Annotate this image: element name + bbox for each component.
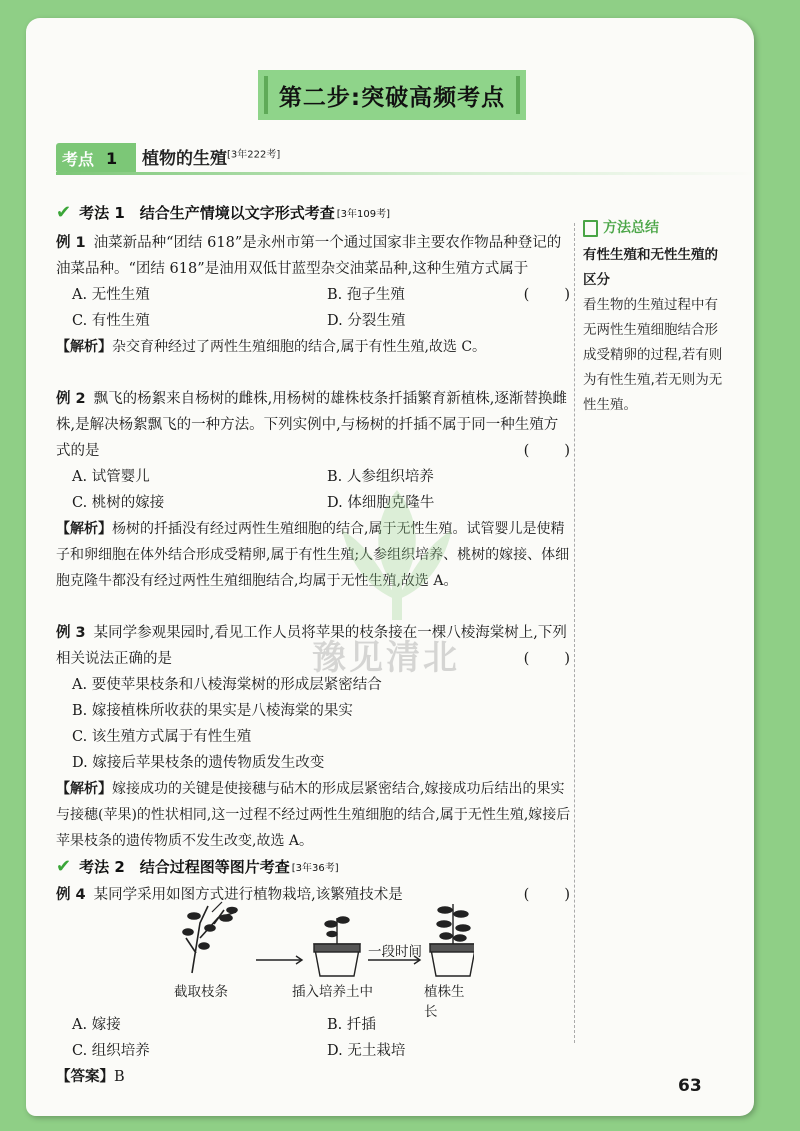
analysis-text: 杨树的扦插没有经过两性生殖细胞的结合,属于无性生殖。试管婴儿是使精子和卵细胞在体外结合形成受精卵,属于有性生殖;人参组织培养、桃树的嫁接、体细胞克隆牛都没有经过两性生殖细胞结合,均属于无性生殖,故选 A。 bbox=[56, 521, 570, 589]
answer-blank: ( ) bbox=[523, 443, 572, 459]
watermark bbox=[312, 480, 482, 690]
example-1-analysis bbox=[56, 334, 572, 360]
option-c: C. 有性生殖 bbox=[72, 313, 150, 329]
check-icon: ✔ bbox=[56, 856, 72, 877]
example-4-options bbox=[56, 1012, 572, 1064]
example-1 bbox=[56, 230, 572, 360]
analysis-label: 【解析】 bbox=[56, 781, 112, 797]
kaodian-title bbox=[142, 144, 280, 169]
example-4-label: 例 4 bbox=[56, 887, 86, 903]
option-b: B. 人参组织培养 bbox=[327, 469, 434, 485]
figure-label-cut: 截取枝条 bbox=[174, 984, 228, 1000]
figure-label-grow: 植株生长 bbox=[424, 984, 465, 1020]
example-2-stem bbox=[56, 386, 572, 464]
example-3-analysis bbox=[56, 776, 572, 854]
arrow-icon bbox=[256, 956, 302, 964]
option-d: D. 体细胞克隆牛 bbox=[327, 495, 435, 511]
option-a: A. 无性生殖 bbox=[72, 287, 150, 303]
answer-blank: ( ) bbox=[523, 651, 572, 667]
example-3-text: 某同学参观果园时,看见工作人员将苹果的枝条接在一棵八棱海棠树上,下列相关说法正确的是 bbox=[56, 625, 567, 667]
example-4-text: 某同学采用如图方式进行植物栽培,该繁殖技术是 bbox=[93, 887, 403, 903]
method-summary-sidebar bbox=[583, 216, 723, 418]
kaodian-underline bbox=[56, 172, 754, 175]
check-icon: ✔ bbox=[56, 202, 72, 223]
example-1-text: 油菜新品种“团结 618”是永州市第一个通过国家非主要农作物品种登记的油菜品种。“团结 618”是油用双低甘蓝型杂交油菜品种,这种生殖方式属于 bbox=[56, 235, 562, 277]
option-d: D. 无土栽培 bbox=[327, 1043, 406, 1059]
sidebar-subtitle: 有性生殖和无性生殖的区分 bbox=[583, 247, 718, 288]
option-a: A. 要使苹果枝条和八棱海棠树的形成层紧密结合 bbox=[72, 677, 382, 693]
example-2-label: 例 2 bbox=[56, 391, 86, 407]
analysis-text: 杂交育种经过了两性生殖细胞的结合,属于有性生殖,故选 C。 bbox=[112, 339, 487, 355]
method-1-note: [3年109考] bbox=[336, 209, 391, 220]
option-a: A. 嫁接 bbox=[72, 1017, 121, 1033]
page bbox=[26, 18, 754, 1116]
figure-label-insert: 插入培养土中 bbox=[292, 984, 373, 1000]
branch-icon bbox=[183, 906, 237, 973]
option-b: B. 嫁接植株所收获的果实是八棱海棠的果实 bbox=[72, 703, 353, 719]
analysis-label: 【解析】 bbox=[56, 521, 112, 537]
answer-label: 【答案】 bbox=[56, 1069, 114, 1085]
section-title: 第二步:突破高频考点 bbox=[278, 84, 506, 111]
analysis-label: 【解析】 bbox=[56, 339, 112, 355]
method-2-note: [3年36考] bbox=[291, 863, 339, 874]
figure-label-time: 一段时间 bbox=[368, 944, 422, 960]
watermark-text: 豫见清北 bbox=[312, 638, 460, 678]
watermark-leaf-icon bbox=[312, 480, 482, 630]
page-number: 63 bbox=[678, 1076, 702, 1096]
answer-blank: ( ) bbox=[523, 887, 572, 903]
sidebar-text: 看生物的生殖过程中有无两性生殖细胞结合形成受精卵的过程,若有则为有性生殖,若无则为无性生殖。 bbox=[583, 297, 723, 413]
pot-icon bbox=[314, 917, 360, 976]
section-title-bar bbox=[258, 70, 526, 120]
grown-plant-icon bbox=[430, 904, 474, 976]
method-1-title: 考法 1 结合生产情境以文字形式考查 bbox=[79, 204, 335, 222]
example-1-label: 例 1 bbox=[56, 235, 86, 251]
option-b: B. 扦插 bbox=[327, 1017, 376, 1033]
sidebar-heading bbox=[583, 216, 723, 241]
kaodian-tag-label: 考点 bbox=[62, 149, 95, 169]
option-b: B. 孢子生殖 bbox=[327, 287, 405, 303]
example-4-answer bbox=[56, 1064, 572, 1090]
kaodian-tag bbox=[56, 143, 136, 173]
option-d: D. 嫁接后苹果枝条的遗传物质发生改变 bbox=[72, 755, 325, 771]
example-1-options bbox=[56, 282, 524, 334]
column-divider bbox=[574, 223, 575, 1043]
method-1-heading bbox=[56, 202, 390, 223]
option-c: C. 组织培养 bbox=[72, 1043, 150, 1059]
example-3-label: 例 3 bbox=[56, 625, 86, 641]
process-diagram bbox=[174, 898, 474, 978]
kaodian-note: [3年222考] bbox=[227, 149, 281, 161]
kaodian-title-text: 植物的生殖 bbox=[142, 149, 227, 169]
cutting-process-figure bbox=[174, 898, 474, 1020]
answer-blank: ( ) bbox=[523, 287, 572, 303]
option-c: C. 桃树的嫁接 bbox=[72, 495, 165, 511]
option-c: C. 该生殖方式属于有性生殖 bbox=[72, 729, 252, 745]
method-2-heading bbox=[56, 856, 339, 877]
book-icon bbox=[583, 220, 598, 237]
kaodian-number: 1 bbox=[106, 148, 118, 168]
example-4-options-block bbox=[56, 1012, 572, 1090]
option-d: D. 分裂生殖 bbox=[327, 313, 406, 329]
answer-text: B bbox=[114, 1069, 125, 1085]
sidebar-heading-text: 方法总结 bbox=[603, 220, 659, 236]
example-2-text: 飘飞的杨絮来自杨树的雌株,用杨树的雄株枝条扦插繁育新植株,逐渐替换雌株,是解决杨絮飘飞的一种方法。下列实例中,与杨树的扦插不属于同一种生殖方式的是 bbox=[56, 391, 567, 459]
option-a: A. 试管婴儿 bbox=[72, 469, 150, 485]
method-2-title: 考法 2 结合过程图等图片考查 bbox=[79, 858, 290, 876]
analysis-text: 嫁接成功的关键是使接穗与砧木的形成层紧密结合,嫁接成功后结出的果实与接穗(苹果)的性状相同,这一过程不经过两性生殖细胞的结合,属于无性生殖,嫁接后苹果枝条的遗传物质不发生改变,故选 A。 bbox=[56, 781, 571, 849]
